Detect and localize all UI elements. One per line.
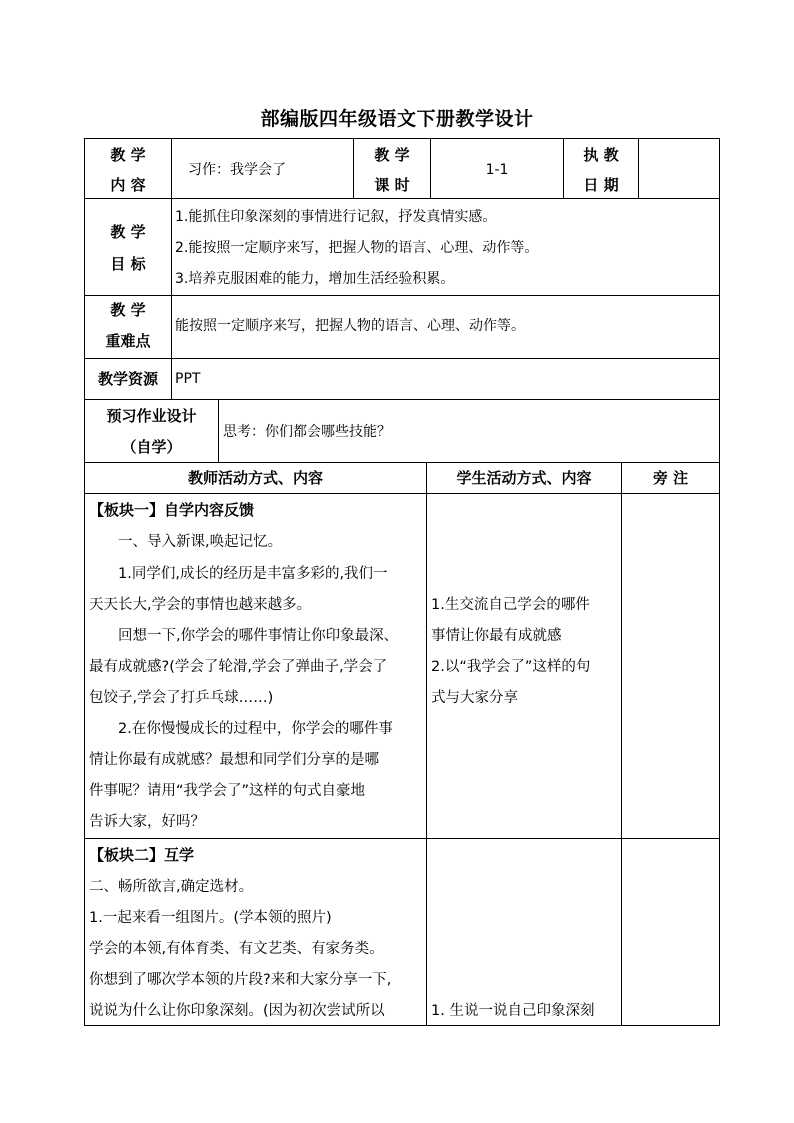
keypoints-label-line-1: 教 学 bbox=[110, 301, 146, 319]
cell-resources-value bbox=[171, 358, 720, 400]
block1-student-line: 2.以“我学会了”这样的句 bbox=[431, 659, 591, 675]
preview-value: 思考：你们都会哪些技能？ bbox=[223, 424, 391, 440]
goal-item-2: 2.能按照一定顺序来写，把握人物的语言、心理、动作等。 bbox=[175, 240, 539, 256]
block2-line: 学会的本领,有体育类、有文艺类、有家务类。 bbox=[89, 941, 384, 957]
resources-value: PPT bbox=[175, 371, 201, 387]
block1-line: 天天长大,学会的事情也越来越多。 bbox=[89, 597, 312, 613]
block1-line: 告诉大家，好吗？ bbox=[89, 814, 205, 830]
hours-label-line-1: 教 学 bbox=[374, 146, 410, 164]
block1-notes-cell bbox=[621, 493, 720, 839]
keypoints-value: 能按照一定顺序来写，把握人物的语言、心理、动作等。 bbox=[175, 318, 525, 334]
block1-line: 一、导入新课,唤起记忆。 bbox=[118, 534, 283, 550]
goal-item-3: 3.培养克服困难的能力，增加生活经验积累。 bbox=[175, 271, 455, 287]
cell-date-value bbox=[638, 138, 720, 199]
block1-line: 回想一下,你学会的哪件事情让你印象最深、 bbox=[118, 628, 399, 644]
block1-student-line: 1.生交流自己学会的哪件 bbox=[431, 597, 590, 613]
hours-label-line-2: 课 时 bbox=[374, 176, 410, 194]
hours-value: 1-1 bbox=[485, 162, 509, 178]
block1-line: 1.同学们,成长的经历是丰富多彩的,我们一 bbox=[118, 566, 388, 582]
block1-line: 2.在你慢慢成长的过程中，你学会的哪件事 bbox=[118, 721, 393, 737]
preview-label-line-1: 预习作业设计 bbox=[106, 407, 197, 425]
block1-line: 最有成就感?(学会了轮滑,学会了弹曲子,学会了 bbox=[89, 659, 388, 675]
block1-student-line: 事情让你最有成就感 bbox=[431, 628, 562, 644]
content-value: 习作：我学会了 bbox=[188, 162, 286, 178]
preview-label-line-2: （自学） bbox=[121, 438, 182, 456]
block2-line: 说说为什么让你印象深刻。(因为初次尝试所以 bbox=[89, 1003, 385, 1019]
block2-notes-cell bbox=[621, 838, 720, 1026]
header-teacher: 教师活动方式、内容 bbox=[187, 469, 323, 487]
goals-label-line-2: 目 标 bbox=[110, 255, 146, 273]
content-label-line-2: 内 容 bbox=[110, 176, 146, 194]
page-title: 部编版四年级语文下册教学设计 bbox=[260, 108, 534, 130]
header-student: 学生活动方式、内容 bbox=[456, 469, 592, 487]
cell-goals-label bbox=[84, 198, 172, 296]
goals-label-line-1: 教 学 bbox=[110, 223, 146, 241]
block2-student-cell bbox=[426, 838, 622, 1026]
block2-line: 你想到了哪次学本领的片段?来和大家分享一下, bbox=[89, 972, 392, 988]
goal-item-1: 1.能抓住印象深刻的事情进行记叙，抒发真情实感。 bbox=[175, 209, 497, 225]
block1-line: 包饺子,学会了打乒乓球……) bbox=[89, 690, 274, 706]
block1-heading: 【板块一】自学内容反馈 bbox=[89, 501, 255, 519]
block2-student-line: 1. 生说一说自己印象深刻 bbox=[431, 1003, 595, 1019]
date-label-line-1: 执 教 bbox=[583, 146, 619, 164]
date-label-line-2: 日 期 bbox=[583, 176, 619, 194]
block2-heading: 【板块二】互学 bbox=[89, 846, 195, 864]
header-notes: 旁 注 bbox=[652, 469, 689, 487]
block1-line: 件事呢？请用“我学会了”这样的句式自豪地 bbox=[89, 783, 366, 799]
block1-student-line: 式与大家分享 bbox=[431, 690, 518, 706]
block2-teacher-cell bbox=[84, 838, 427, 1026]
content-label-line-1: 教 学 bbox=[110, 146, 146, 164]
block2-line: 二、畅所欲言,确定选材。 bbox=[89, 879, 254, 895]
block2-line: 1.一起来看一组图片。(学本领的照片) bbox=[89, 910, 332, 926]
keypoints-label-line-2: 重难点 bbox=[105, 332, 151, 350]
resources-label: 教学资源 bbox=[97, 370, 158, 388]
block1-line: 情让你最有成就感？最想和同学们分享的是哪 bbox=[89, 752, 379, 768]
